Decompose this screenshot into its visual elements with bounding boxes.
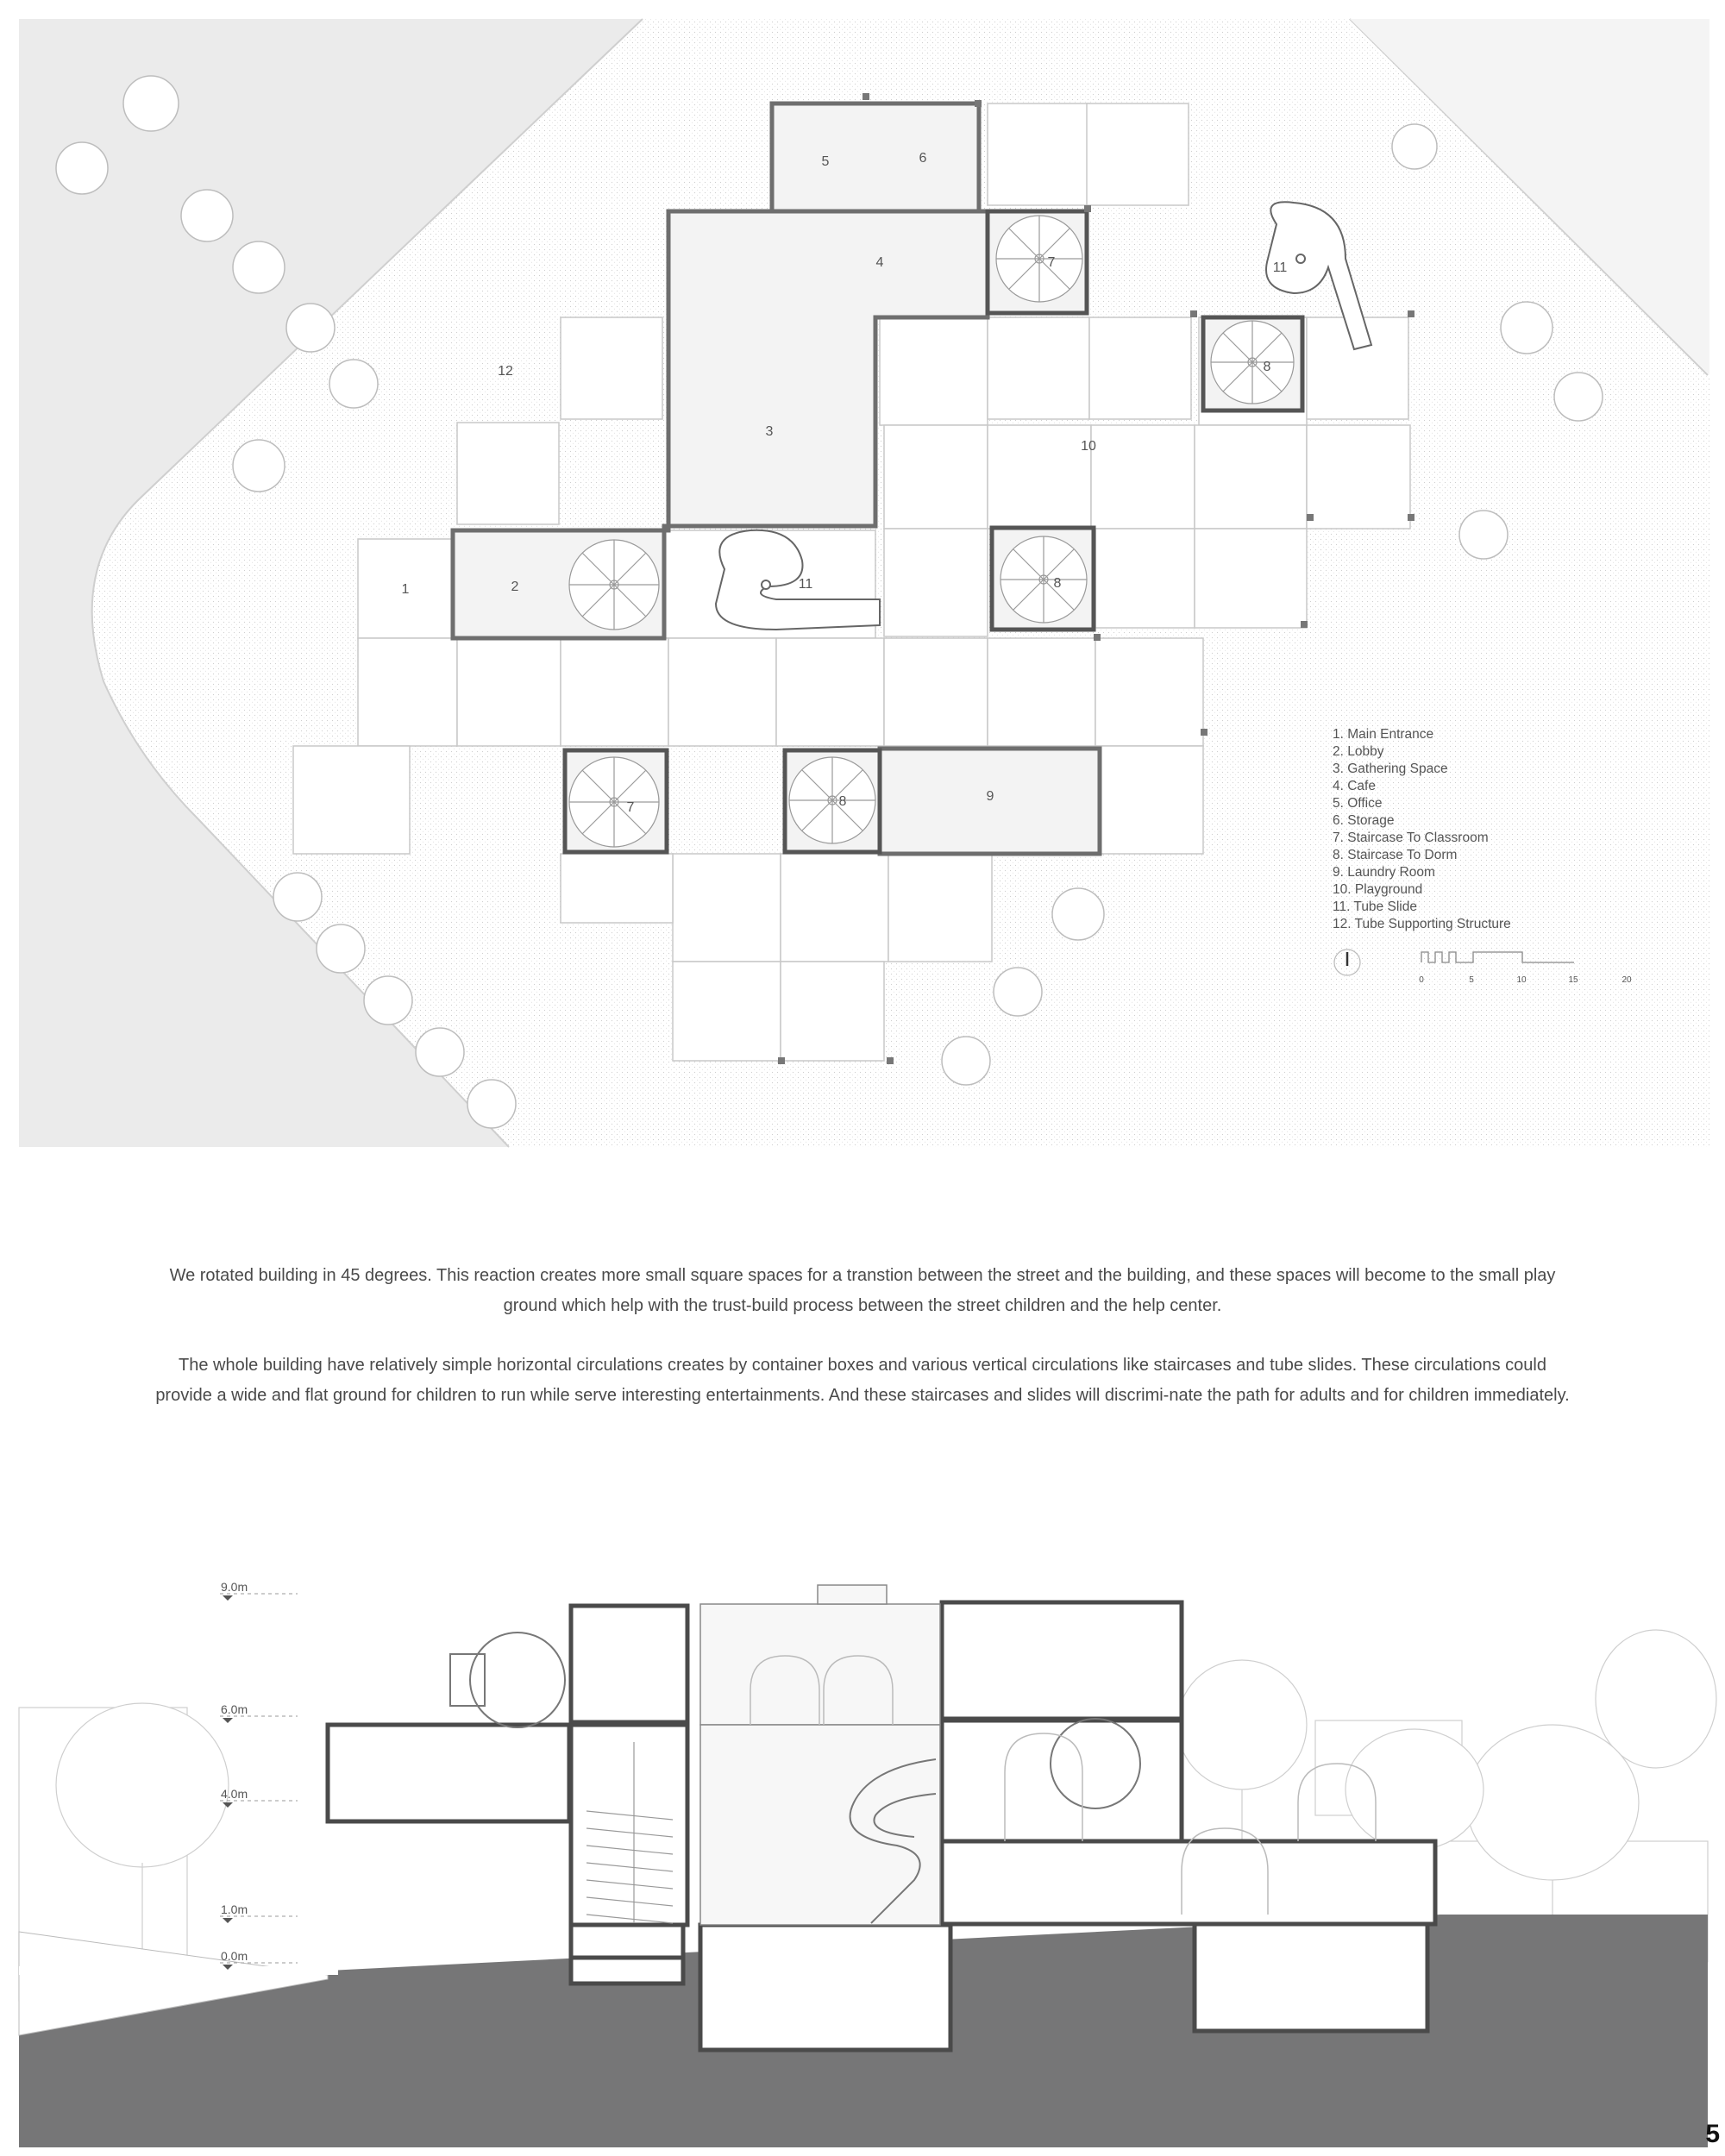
legend-item: 3. Gathering Space	[1333, 761, 1448, 776]
scale-tick-label: 15	[1568, 975, 1578, 985]
ground-strip	[19, 1966, 338, 1975]
tree	[233, 440, 285, 492]
tree	[1459, 511, 1508, 559]
container-tower-top	[571, 1606, 687, 1722]
room-office-storage	[772, 103, 979, 211]
room-number: 7	[1047, 255, 1056, 270]
legend-item: 7. Staircase To Classroom	[1333, 830, 1489, 845]
plan-legend	[1333, 726, 1511, 933]
legend-item: 1. Main Entrance	[1333, 727, 1434, 742]
legend-item: 4. Cafe	[1333, 779, 1376, 793]
room-number: 11	[1272, 260, 1288, 275]
room-number: 12	[498, 364, 513, 379]
tree	[1392, 124, 1437, 169]
room-number: 11	[798, 577, 813, 592]
room-number: 1	[401, 582, 410, 597]
background-tree	[1177, 1660, 1307, 1789]
scale-tick-label: 0	[1419, 975, 1424, 985]
legend-item: 8. Staircase To Dorm	[1333, 848, 1458, 862]
container-left	[328, 1725, 569, 1821]
level-label: 9.0m	[221, 1580, 248, 1594]
tree	[181, 190, 233, 241]
tree	[364, 976, 412, 1025]
tree	[286, 304, 335, 352]
room-number: 8	[1263, 360, 1271, 374]
container-tower-mid	[571, 1725, 687, 1925]
legend-item: 12. Tube Supporting Structure	[1333, 917, 1511, 931]
atrium	[700, 1585, 940, 1925]
room-number: 8	[1053, 576, 1062, 591]
legend-item: 11. Tube Slide	[1333, 899, 1417, 914]
tree	[56, 142, 108, 194]
tree	[233, 241, 285, 293]
tree	[123, 76, 179, 131]
container-right-mid	[942, 1720, 1182, 1841]
legend-item: 10. Playground	[1333, 882, 1423, 897]
container-right-top	[942, 1602, 1182, 1719]
legend-item: 2. Lobby	[1333, 744, 1384, 759]
scale-tick-label: 5	[1469, 975, 1474, 985]
scale-bar	[1414, 947, 1630, 968]
room-number: 8	[838, 794, 847, 809]
description-paragraph: We rotated building in 45 degrees. This reaction creates more small square spaces for a transtion between the street and the building, and these spaces will become to the small play ground which help with the trust-build process between the street children and the help center.	[169, 1266, 1556, 1315]
tree	[1501, 302, 1552, 354]
room-number: 7	[626, 800, 635, 815]
room-number: 6	[919, 151, 927, 166]
level-label: 6.0m	[221, 1702, 248, 1716]
tree	[1052, 888, 1104, 940]
building-section	[0, 1552, 1725, 2147]
level-label: 4.0m	[221, 1787, 248, 1801]
description-paragraph: The whole building have relatively simple horizontal circulations creates by container boxes and various vertical circulations like staircases and tube slides. These circulations could provide a wide and flat ground for children to run while serve interesting entertainments. And these staircases and slides will discrimi-nate the path for adults and for children immediately.	[155, 1356, 1570, 1405]
room-number: 10	[1081, 439, 1096, 454]
north-arrow-icon	[1332, 947, 1363, 978]
level-label: 0.0m	[221, 1949, 248, 1963]
tree	[942, 1037, 990, 1085]
tree	[467, 1080, 516, 1128]
container-right-low	[942, 1841, 1435, 1924]
room-number: 3	[765, 424, 774, 439]
tree	[273, 873, 322, 921]
room-number: 2	[511, 580, 519, 594]
description	[155, 1261, 1570, 1440]
scale-tick-label: 10	[1516, 975, 1527, 985]
level-label: 1.0m	[221, 1902, 248, 1916]
tree	[329, 360, 378, 408]
tree	[994, 968, 1042, 1016]
background-tree	[1466, 1725, 1639, 1880]
scale-tick-label: 20	[1622, 975, 1632, 985]
tree	[1554, 373, 1603, 421]
background-tree	[1346, 1729, 1484, 1850]
page-number: 5	[1705, 2120, 1720, 2148]
room-number: 5	[821, 154, 830, 169]
tree	[317, 924, 365, 973]
legend-item: 5. Office	[1333, 796, 1383, 811]
background-tree	[56, 1703, 229, 1867]
room-number: 4	[875, 255, 884, 270]
tree	[416, 1028, 464, 1076]
legend-item: 9. Laundry Room	[1333, 865, 1435, 880]
legend-item: 6. Storage	[1333, 813, 1395, 828]
room-number: 9	[986, 789, 994, 804]
